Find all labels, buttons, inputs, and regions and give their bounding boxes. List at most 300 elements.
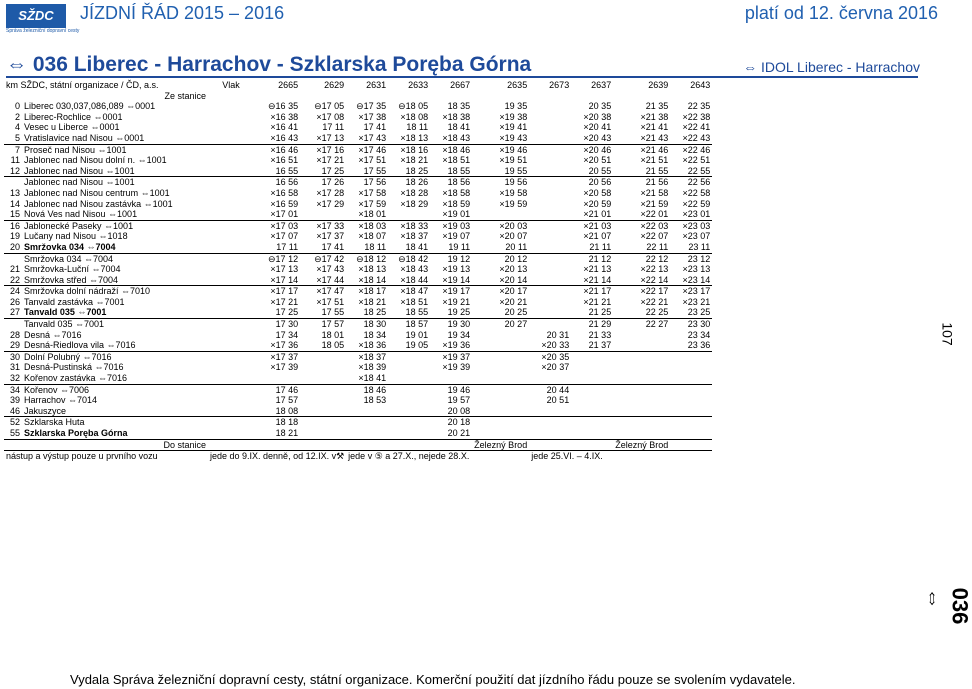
time-cell: 18 53 xyxy=(363,395,387,406)
station-name: Desná-Pustinská ⇔7016 xyxy=(24,362,124,373)
spacer-cell xyxy=(208,166,254,177)
time-cell: 17 30 xyxy=(254,319,300,330)
time-cell xyxy=(529,220,571,231)
time-cell: 19 01 xyxy=(405,329,429,340)
time-cell: ×17 21 xyxy=(270,296,299,307)
time-cell: ×19 14 xyxy=(442,274,471,285)
time-cell: 19 34 xyxy=(447,329,471,340)
time-cell xyxy=(300,209,346,220)
time-cell: ×17 59 xyxy=(358,198,387,209)
time-cell: 17 25 xyxy=(275,307,299,318)
time-cell: ⊖17 35 xyxy=(356,101,387,112)
time-cell: ×18 47 xyxy=(388,286,430,297)
time-cell: 18 34 xyxy=(363,329,387,340)
destination-cell xyxy=(300,439,346,451)
time-cell: 22 27 xyxy=(613,319,670,330)
time-cell: 21 29 xyxy=(571,319,613,330)
time-cell: 20 55 xyxy=(588,165,612,176)
time-cell: 22 11 xyxy=(646,241,669,252)
time-cell: 17 11 xyxy=(322,122,345,133)
time-cell: 17 55 xyxy=(321,307,345,318)
time-cell xyxy=(613,330,670,341)
time-cell xyxy=(388,384,430,395)
spacer-cell xyxy=(208,330,254,341)
spacer-cell xyxy=(208,373,254,384)
time-cell xyxy=(388,395,430,406)
km-cell: 27 xyxy=(9,307,20,318)
spacer-cell xyxy=(208,384,254,395)
timetable-row xyxy=(4,373,712,384)
time-cell: 20 31 xyxy=(546,329,570,340)
destination-cell xyxy=(571,439,613,451)
time-cell xyxy=(254,373,300,384)
timetable-year-title: JÍZDNÍ ŘÁD 2015 – 2016 xyxy=(80,3,285,23)
time-cell: 19 55 xyxy=(504,165,528,176)
footnote-57: jede 25.VI. – 4.IX. xyxy=(529,451,712,462)
time-cell xyxy=(388,417,430,428)
time-cell: 23 12 xyxy=(670,253,712,264)
timetable-row xyxy=(4,253,712,264)
time-cell xyxy=(388,406,430,417)
time-cell: ⊖17 12 xyxy=(254,253,300,264)
time-cell: ×16 46 xyxy=(254,144,300,155)
time-cell: 18 46 xyxy=(346,384,388,395)
time-cell: ×17 28 xyxy=(316,187,345,198)
km-cell: 14 xyxy=(9,198,20,209)
time-cell xyxy=(388,362,430,373)
time-cell: ⊖17 05 xyxy=(314,101,345,112)
spacer-cell xyxy=(208,177,254,188)
time-cell: ×18 58 xyxy=(442,187,471,198)
time-cell xyxy=(300,384,346,395)
km-cell: 39 xyxy=(9,395,20,406)
time-cell: ×18 51 xyxy=(400,296,429,307)
spacer-cell xyxy=(208,133,254,144)
km-cell: 32 xyxy=(9,373,20,384)
station-name: Jakuszyce xyxy=(24,405,67,416)
spacer-cell xyxy=(208,264,254,275)
station-name: Jablonec nad Nisou zastávka ⇔1001 xyxy=(24,198,173,209)
time-cell xyxy=(670,362,712,373)
time-cell: 19 46 xyxy=(430,384,472,395)
side-line-label: 036 ⇔ xyxy=(921,587,972,625)
timetable-row xyxy=(4,122,712,133)
time-cell: ×20 17 xyxy=(472,286,529,297)
time-cell: ×22 03 xyxy=(613,220,670,231)
time-cell: ×20 13 xyxy=(499,264,528,275)
destination-cell xyxy=(670,439,712,451)
time-cell: 18 30 xyxy=(346,319,388,330)
time-cell: ×22 13 xyxy=(640,264,669,275)
timetable-row xyxy=(4,144,712,155)
km-cell: 46 xyxy=(9,405,20,416)
time-cell: ×21 03 xyxy=(571,220,613,231)
station-name: Desná ⇔7016 xyxy=(24,329,82,340)
spacer-cell xyxy=(208,439,254,451)
timetable-row xyxy=(4,112,712,123)
station-name: Kořenov zastávka ⇔7016 xyxy=(24,373,128,384)
time-cell: ×18 07 xyxy=(358,231,387,242)
time-cell: ×22 07 xyxy=(640,231,669,242)
time-cell: 22 56 xyxy=(670,177,712,188)
time-cell xyxy=(571,351,613,362)
time-cell: 21 11 xyxy=(589,241,612,252)
time-cell: ×18 01 xyxy=(358,209,387,220)
km-cell: 31 xyxy=(9,362,20,373)
time-cell: 17 11 xyxy=(276,241,299,252)
train-number: 2633 xyxy=(408,80,429,90)
time-cell: ×20 33 xyxy=(541,340,570,351)
time-cell: 20 25 xyxy=(504,307,528,318)
spacer-cell xyxy=(208,122,254,133)
time-cell xyxy=(529,253,571,264)
spacer-cell xyxy=(208,209,254,220)
station-name: Smržovka-Luční ⇔7004 xyxy=(24,264,121,275)
spacer-cell xyxy=(208,297,254,308)
timetable-row xyxy=(4,406,712,417)
time-cell: 18 55 xyxy=(405,307,429,318)
time-cell: ×20 21 xyxy=(499,296,528,307)
timetable-row xyxy=(4,417,712,428)
time-cell xyxy=(670,417,712,428)
spacer-cell xyxy=(208,112,254,123)
time-cell: 20 35 xyxy=(588,101,612,112)
time-cell: ×23 13 xyxy=(682,264,711,275)
time-cell: ×22 58 xyxy=(682,187,711,198)
timetable-row xyxy=(4,133,712,144)
time-cell: ×19 41 xyxy=(499,122,528,133)
time-cell: ⊖18 12 xyxy=(346,253,388,264)
time-cell: 17 41 xyxy=(363,122,387,133)
idol-label: ⇔ IDOL Liberec - Harrachov xyxy=(743,59,920,75)
time-cell xyxy=(670,428,712,439)
time-cell: ×17 38 xyxy=(358,111,387,122)
time-cell: ×21 58 xyxy=(640,187,669,198)
logo-subtitle: Správa železniční dopravní cesty xyxy=(6,28,80,34)
time-cell xyxy=(472,395,529,406)
time-cell xyxy=(529,199,571,210)
station-name: Jablonec nad Nisou ⇔1001 xyxy=(22,177,208,188)
time-cell: ×17 13 xyxy=(316,132,345,143)
timetable-row xyxy=(4,188,712,199)
time-cell xyxy=(613,417,670,428)
train-number: 2639 xyxy=(648,80,669,90)
time-cell: ×17 37 xyxy=(316,231,345,242)
timetable-row xyxy=(4,101,712,112)
time-cell: 21 25 xyxy=(588,307,612,318)
time-cell: 18 01 xyxy=(321,329,345,340)
time-cell: 21 35 xyxy=(645,101,669,112)
time-cell xyxy=(529,166,571,177)
time-cell xyxy=(300,373,346,384)
time-cell: ×18 38 xyxy=(442,111,471,122)
time-cell: ×16 41 xyxy=(270,122,299,133)
km-cell: 26 xyxy=(9,296,20,307)
time-cell: 20 21 xyxy=(447,428,471,438)
time-cell: 19 35 xyxy=(504,101,528,112)
time-cell: ×17 36 xyxy=(270,340,299,351)
spacer-cell xyxy=(208,286,254,297)
time-cell: ×18 13 xyxy=(400,132,429,143)
time-cell: ×18 44 xyxy=(400,274,429,285)
time-cell: ×18 46 xyxy=(430,144,472,155)
time-cell: 23 30 xyxy=(670,319,712,330)
time-cell: ×20 51 xyxy=(583,155,612,166)
time-cell: ×19 07 xyxy=(442,231,471,242)
km-cell: 29 xyxy=(9,340,20,351)
time-cell: ×19 17 xyxy=(430,286,472,297)
time-cell: ×18 41 xyxy=(358,373,387,384)
time-cell: ×21 59 xyxy=(640,198,669,209)
spacer-cell xyxy=(208,362,254,373)
km-cell xyxy=(4,319,22,330)
time-cell xyxy=(529,177,571,188)
time-cell: ×20 07 xyxy=(499,231,528,242)
time-cell: ×18 37 xyxy=(346,351,388,362)
time-cell: ×18 08 xyxy=(400,111,429,122)
timetable-row xyxy=(4,177,712,188)
time-cell: 19 56 xyxy=(472,177,529,188)
time-cell xyxy=(300,406,346,417)
time-cell: ×19 46 xyxy=(472,144,529,155)
time-cell: 18 11 xyxy=(406,122,429,133)
time-cell: ×21 46 xyxy=(613,144,670,155)
station-name: Jablonec nad Nisou ⇔1001 xyxy=(24,165,135,176)
km-cell: 15 xyxy=(9,209,20,220)
time-cell xyxy=(529,275,571,286)
time-cell: 22 12 xyxy=(613,253,670,264)
time-cell: 17 34 xyxy=(275,329,299,340)
time-cell: ×19 58 xyxy=(499,187,528,198)
timetable-row xyxy=(4,242,712,253)
time-cell: ×22 14 xyxy=(640,274,669,285)
destination-cell xyxy=(346,439,388,451)
time-cell: 18 26 xyxy=(388,177,430,188)
time-cell: ×21 38 xyxy=(640,111,669,122)
time-cell xyxy=(571,384,613,395)
footnote-45: jede v ⑤ a 27.X., nejede 28.X. xyxy=(346,451,529,462)
km-cell: 52 xyxy=(4,417,22,428)
time-cell: 20 08 xyxy=(447,405,471,416)
destination-cell: Železný Brod xyxy=(474,439,528,450)
time-cell: ×20 59 xyxy=(583,198,612,209)
time-cell: 18 21 xyxy=(275,428,299,438)
time-cell xyxy=(472,351,529,362)
km-cell: 2 xyxy=(14,111,20,122)
time-cell xyxy=(670,395,712,406)
km-cell: 5 xyxy=(14,132,20,143)
station-name: Vratislavice nad Nisou ⇔0001 xyxy=(24,132,145,143)
train-number: 2673 xyxy=(549,80,570,90)
time-cell: 17 26 xyxy=(300,177,346,188)
train-number: 2631 xyxy=(366,80,387,90)
time-cell: ×21 13 xyxy=(583,264,612,275)
time-cell: ×18 13 xyxy=(358,264,387,275)
time-cell: 17 56 xyxy=(346,177,388,188)
time-cell: 18 41 xyxy=(405,241,429,252)
time-cell: ×21 17 xyxy=(571,286,613,297)
spacer-cell xyxy=(208,101,254,112)
spacer-cell xyxy=(208,307,254,318)
time-cell: 17 55 xyxy=(363,165,387,176)
km-cell: 34 xyxy=(4,384,22,395)
km-cell: 21 xyxy=(9,264,20,275)
spacer-cell xyxy=(208,144,254,155)
km-cell: 20 xyxy=(9,241,20,252)
time-cell xyxy=(670,384,712,395)
time-cell: ×23 14 xyxy=(682,274,711,285)
time-cell: ×18 59 xyxy=(442,198,471,209)
time-cell: ×18 43 xyxy=(442,132,471,143)
time-cell: ⊖18 42 xyxy=(388,253,430,264)
train-number: 2637 xyxy=(591,80,612,90)
time-cell: ×18 21 xyxy=(400,155,429,166)
time-cell xyxy=(529,428,571,439)
km-cell xyxy=(4,177,22,188)
time-cell: ×17 21 xyxy=(316,155,345,166)
time-cell: ×19 03 xyxy=(430,220,472,231)
time-cell xyxy=(430,373,472,384)
time-cell: 21 12 xyxy=(571,253,613,264)
time-cell xyxy=(388,373,430,384)
time-cell xyxy=(300,395,346,406)
station-name: Jablonec nad Nisou dolní n. ⇔1001 xyxy=(24,155,167,166)
time-cell: 18 18 xyxy=(254,417,300,428)
time-cell: 17 46 xyxy=(254,384,300,395)
time-cell: 20 51 xyxy=(546,395,570,406)
time-cell xyxy=(529,373,571,384)
time-cell: ×17 51 xyxy=(316,296,345,307)
time-cell xyxy=(670,406,712,417)
time-cell xyxy=(670,351,712,362)
time-cell: 17 57 xyxy=(300,319,346,330)
time-cell xyxy=(529,122,571,133)
time-cell: ×17 47 xyxy=(300,286,346,297)
time-cell: 18 41 xyxy=(447,122,471,133)
time-cell: ×18 29 xyxy=(400,198,429,209)
timetable-row xyxy=(4,231,712,242)
time-cell: 19 57 xyxy=(447,395,471,406)
time-cell xyxy=(472,417,529,428)
time-cell: ×21 14 xyxy=(583,274,612,285)
time-cell: 16 55 xyxy=(275,165,299,176)
train-number: 2629 xyxy=(324,80,345,90)
time-cell: ×17 58 xyxy=(358,187,387,198)
station-name: Dolní Polubný ⇔7016 xyxy=(22,351,208,362)
time-cell: ×17 14 xyxy=(270,274,299,285)
km-cell: 12 xyxy=(9,165,20,176)
time-cell: 19 30 xyxy=(430,319,472,330)
validity-date: platí od 12. června 2016 xyxy=(744,3,938,23)
time-cell xyxy=(529,133,571,144)
spacer-cell xyxy=(208,275,254,286)
timetable-row xyxy=(4,275,712,286)
train-number: 2667 xyxy=(450,80,471,90)
time-cell: ×16 59 xyxy=(270,198,299,209)
time-cell: ×22 46 xyxy=(670,144,712,155)
time-cell: ×18 16 xyxy=(388,144,430,155)
time-cell: 18 11 xyxy=(364,241,387,252)
time-cell: ×18 37 xyxy=(400,231,429,242)
time-cell xyxy=(529,155,571,166)
time-cell: ×18 03 xyxy=(346,220,388,231)
time-cell: ×17 44 xyxy=(316,274,345,285)
time-cell: ⊖17 42 xyxy=(300,253,346,264)
time-cell: ×23 21 xyxy=(682,296,711,307)
time-cell: ×17 08 xyxy=(316,111,345,122)
time-cell: ×17 43 xyxy=(316,264,345,275)
spacer-cell xyxy=(208,417,254,428)
from-station-row xyxy=(4,91,712,102)
time-cell: ×17 13 xyxy=(270,264,299,275)
station-name: Szklarska Huta xyxy=(22,417,208,428)
timetable-row xyxy=(4,166,712,177)
time-cell: ×23 01 xyxy=(682,209,711,220)
time-cell: ×17 43 xyxy=(358,132,387,143)
time-cell xyxy=(529,286,571,297)
carrier-label: km SŽDC, státní organizace / ČD, a.s. xyxy=(6,80,159,90)
time-cell xyxy=(346,406,388,417)
timetable-row xyxy=(4,362,712,373)
time-cell xyxy=(472,373,529,384)
to-station-label: Do stanice xyxy=(4,439,208,451)
time-cell: ×21 43 xyxy=(640,132,669,143)
time-cell: ×16 38 xyxy=(270,111,299,122)
from-station-label: Ze stanice xyxy=(164,90,206,101)
time-cell: 21 37 xyxy=(588,340,612,351)
time-cell: ×23 17 xyxy=(670,286,712,297)
station-name: Jablonecké Paseky ⇔1001 xyxy=(22,220,208,231)
time-cell: ×17 03 xyxy=(254,220,300,231)
time-cell xyxy=(472,384,529,395)
time-cell: 18 35 xyxy=(447,101,471,112)
train-number: 2643 xyxy=(690,80,711,90)
time-cell xyxy=(529,231,571,242)
timetable-row xyxy=(4,209,712,220)
spacer-cell xyxy=(208,199,254,210)
time-cell: 20 12 xyxy=(472,253,529,264)
time-cell: ×17 37 xyxy=(254,351,300,362)
time-cell: ×22 59 xyxy=(682,198,711,209)
time-cell: ×21 07 xyxy=(583,231,612,242)
time-cell xyxy=(529,297,571,308)
time-cell: 20 56 xyxy=(571,177,613,188)
time-cell: ×20 58 xyxy=(583,187,612,198)
time-cell xyxy=(529,417,571,428)
time-cell xyxy=(529,307,571,318)
km-cell: 0 xyxy=(14,101,20,112)
time-cell: ×18 28 xyxy=(400,187,429,198)
time-cell: ×20 43 xyxy=(583,132,612,143)
time-cell: 23 34 xyxy=(687,329,711,340)
km-cell: 22 xyxy=(9,274,20,285)
time-cell: 21 33 xyxy=(588,329,612,340)
time-cell: 19 12 xyxy=(430,253,472,264)
time-cell xyxy=(670,373,712,384)
time-cell: 20 27 xyxy=(472,319,529,330)
title-divider xyxy=(6,76,918,78)
station-name: Smržovka střed ⇔7004 xyxy=(24,274,119,285)
time-cell xyxy=(300,428,346,439)
time-cell xyxy=(300,417,346,428)
time-cell: ×16 51 xyxy=(270,155,299,166)
destination-cell xyxy=(254,439,300,451)
footnote-44: jede do 9.IX. denně, od 12.IX. v⚒ xyxy=(210,451,345,462)
time-cell xyxy=(472,330,529,341)
time-cell: ×20 38 xyxy=(583,111,612,122)
km-cell: 13 xyxy=(9,187,20,198)
train-number: 2635 xyxy=(507,80,528,90)
